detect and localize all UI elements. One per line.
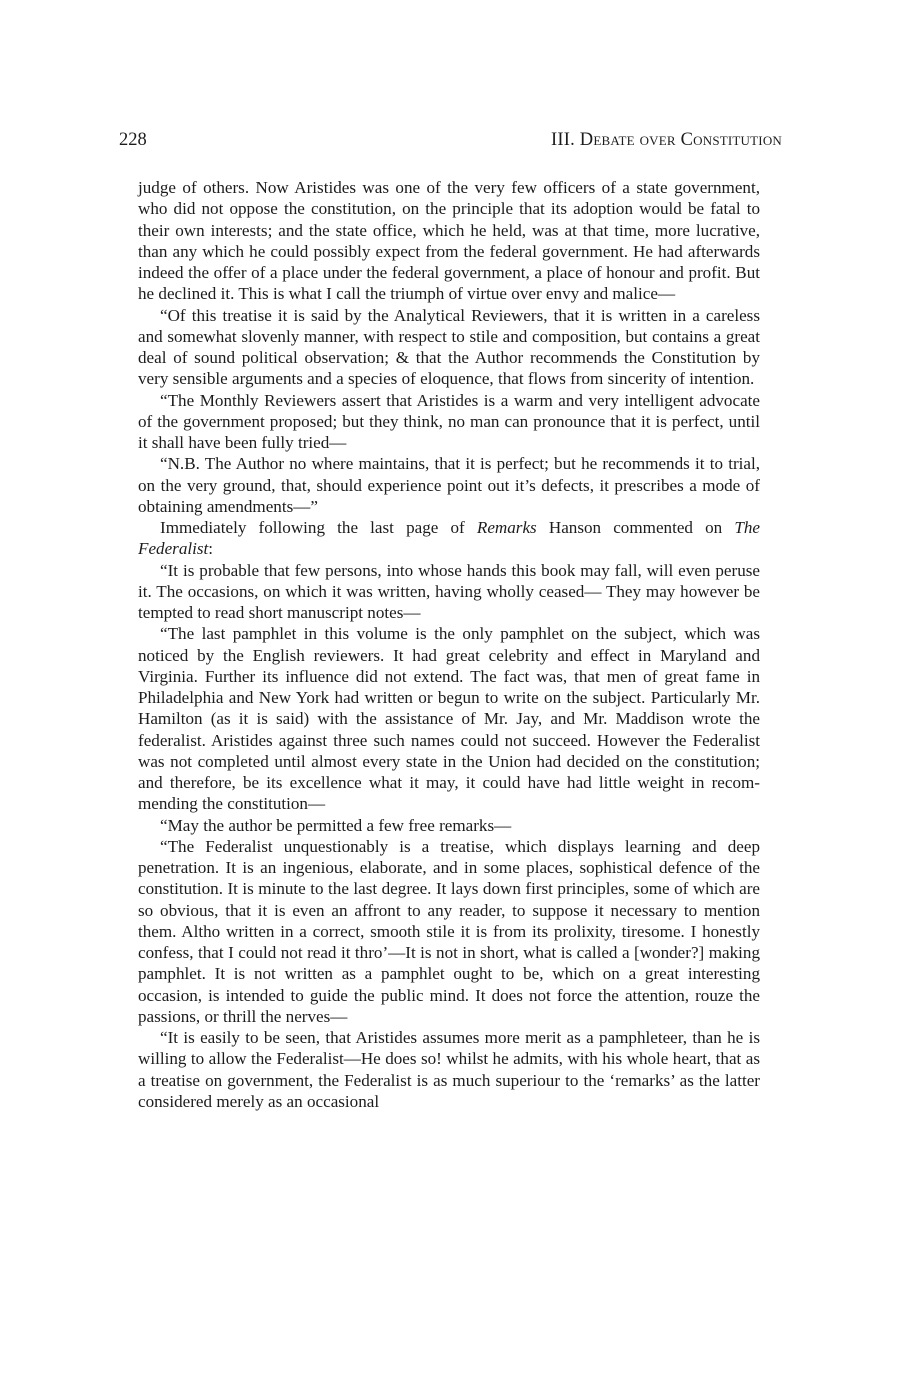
- page-number: 228: [119, 130, 147, 150]
- paragraph: “The Monthly Reviewers assert that Aristides is a warm and very intelligent advocate of the government proposed; but they think, no man can pronounce that it is perfect, until it shall have been fully tried—: [138, 390, 760, 452]
- body-text: [138, 177, 760, 1112]
- page-header: [119, 130, 782, 154]
- paragraph: “The last pamphlet in this volume is the only pamphlet on the subject, which was noticed by the English reviewers. It had great celebrity and effect in Maryland and Virginia. Further its influence did not extend. The fact was, that men of great fame in Philadelphia and New York had written or begun to write on the subject. Particularly Mr. Hamilton (as it is said) with the assistance of Mr. Jay, and Mr. Maddison wrote the federalist. Aristides against three such names could not succeed. However the Federalist was not completed until almost every state in the Union had decided on the constitution; and therefore, be its excellence what it may, it could have had little weight in recommending the constitution—: [138, 624, 760, 814]
- title-federalist: The Federalist: [138, 518, 760, 559]
- paragraph: “It is probable that few persons, into whose hands this book may fall, will even peruse it. The occasions, on which it was written, having wholly ceased— They may however be tempted to read short manuscript notes—: [138, 560, 760, 622]
- running-head: III. Debate over Constitution: [551, 130, 782, 150]
- paragraph-text: Immediately following the last page of: [160, 518, 477, 537]
- paragraph-text: :: [208, 539, 214, 559]
- paragraph: “May the author be permitted a few free remarks—: [160, 815, 512, 835]
- paragraph-editorial: [138, 517, 760, 560]
- paragraph-continued: judge of others. Now Aristides was one of the very few officers of a state government, who did not oppose the constitution, on the principle that its adoption would be fatal to their own interests; and the state office, which he held, was at that time, more lucrative, than any which he could possibly expect from the federal government. He had afterwards indeed the offer of a place under the federal government, a place of honour and profit. But he declined it. This is what I call the triumph of virtue over envy and malice—: [138, 178, 760, 304]
- paragraph: “N.B. The Author no where maintains, that it is perfect; but he recommends it to trial, on the very ground, that, should experience point out it’s defects, it prescribes a mode of obtaining amendments—”: [138, 454, 760, 516]
- paragraph: “It is easily to be seen, that Aristides assumes more merit as a pamphleteer, than he is willing to allow the Federalist—He does so! whilst he admits, with his whole heart, that as a treatise on government, the Federalist is as much superiour to the ‘remarks’ as the latter considered merely as an occasional: [138, 1028, 760, 1111]
- paragraph-text: Hanson commented on: [536, 518, 735, 537]
- title-remarks: Remarks: [476, 518, 537, 537]
- paragraph: “The Federalist unquestionably is a treatise, which displays learning and deep penetration. It is an ingenious, elaborate, and in some places, sophistical defence of the constitution. It is minute to the last degree. It lays down first principles, some of which are so obvious, that it is even an affront to any reader, to suppose it necessary to mention them. Altho written in a correct, smooth stile it is from its prolixity, tiresome. I honestly confess, that I could not read it thro’—It is not in short, what is called a [wonder?] making pamphlet. It is not written as a pamphlet ought to be, which on a great interesting occasion, is intended to guide the public mind. It does not force the attention, rouze the passions, or thrill the nerves—: [138, 836, 760, 1026]
- paragraph: “Of this treatise it is said by the Analytical Reviewers, that it is written in a careless and somewhat slovenly manner, with respect to stile and composition, but contains a great deal of sound political observation; & that the Author recommends the Constitution by very sensible arguments and a species of eloquence, that flows from sincerity of intention.: [138, 305, 760, 389]
